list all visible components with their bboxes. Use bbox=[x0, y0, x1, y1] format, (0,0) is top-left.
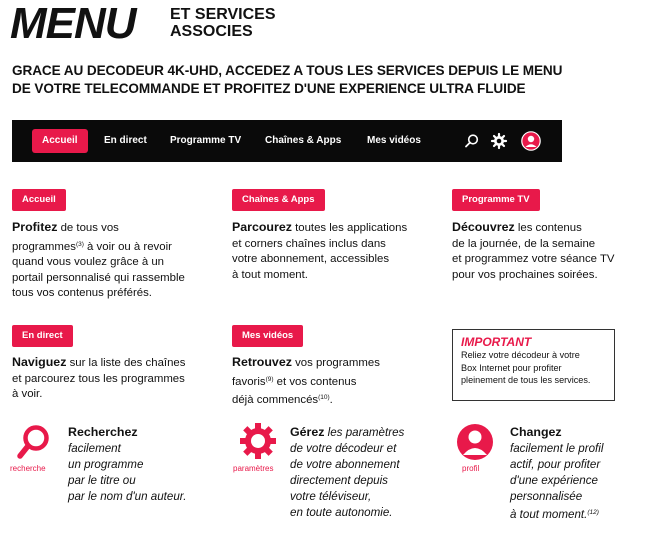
page-subtitle bbox=[170, 6, 276, 40]
chaines-text: votre abonnement, accessibles bbox=[232, 253, 390, 265]
accueil-text: à voir ou à revoir bbox=[83, 240, 172, 253]
direct-lead: Naviguez bbox=[12, 355, 67, 369]
chaines-text: à tout moment. bbox=[232, 268, 308, 281]
parametres-line: de votre décodeur et bbox=[290, 442, 397, 455]
accueil-text: de tous vos bbox=[57, 222, 119, 234]
chaines-lead: Parcourez bbox=[232, 220, 292, 234]
recherche-line: facilement bbox=[68, 442, 121, 455]
profil-line: facilement le profil bbox=[510, 442, 604, 455]
parametres-line: directement depuis bbox=[290, 474, 388, 487]
direct-text: et parcourez tous les programmes bbox=[12, 372, 185, 385]
footnote-ref: (9) bbox=[265, 375, 274, 383]
important-notice bbox=[452, 329, 615, 401]
page-title: MENU bbox=[10, 0, 136, 48]
programme-text: de la journée, de la semaine bbox=[452, 237, 596, 250]
programme-lead: Découvrez bbox=[452, 220, 515, 234]
recherche-line: par le titre ou bbox=[68, 474, 136, 487]
recherche-text bbox=[68, 424, 186, 505]
recherche-lead: Recherchez bbox=[68, 425, 138, 439]
parametres-line: de votre abonnement bbox=[290, 458, 400, 471]
profil-line: personnalisée bbox=[510, 490, 583, 503]
accueil-text: portail personnalisé qui rassemble bbox=[12, 271, 185, 284]
chaines-text: et corners chaînes inclus dans bbox=[232, 237, 386, 250]
profil-line: actif, pour profiter bbox=[510, 458, 601, 471]
recherche-line: un programme bbox=[68, 458, 144, 471]
footnote-ref: (12) bbox=[587, 509, 599, 516]
parametres-caption: paramètres bbox=[233, 464, 274, 473]
profil-line: à tout moment. bbox=[510, 508, 588, 521]
direct-description bbox=[12, 355, 185, 403]
parametres-line: les paramètres bbox=[324, 426, 405, 439]
profil-caption: profil bbox=[462, 464, 480, 473]
parametres-text bbox=[290, 424, 404, 521]
subtitle-line-1: ET SERVICES bbox=[170, 6, 276, 23]
chaines-description bbox=[232, 220, 407, 283]
videos-text: et vos contenus bbox=[273, 375, 357, 388]
recherche-line: par le nom d'un auteur. bbox=[68, 490, 187, 503]
videos-lead: Retrouvez bbox=[232, 355, 292, 369]
tab-programme-tv[interactable]: Programme TV bbox=[170, 135, 242, 146]
accueil-lead: Profitez bbox=[12, 220, 58, 234]
footnote-ref: (3) bbox=[75, 240, 84, 248]
tab-accueil[interactable]: Accueil bbox=[32, 129, 88, 153]
profil-text bbox=[510, 424, 603, 523]
footnote-ref: (10) bbox=[318, 394, 330, 401]
accueil-text: quand vous voulez grâce à un bbox=[12, 256, 164, 268]
tab-en-direct[interactable]: En direct bbox=[104, 135, 147, 146]
headline-line-1: GRACE AU DECODEUR 4K-UHD, ACCEDEZ A TOUS LES SERVICES DEPUIS LE MENU bbox=[12, 63, 563, 78]
videos-text: vos programmes bbox=[291, 357, 380, 369]
headline bbox=[12, 62, 642, 98]
label-accueil: Accueil bbox=[12, 189, 66, 211]
important-line: pleinement de tous les services. bbox=[461, 375, 591, 385]
parametres-line: en toute autonomie. bbox=[290, 506, 393, 519]
search-icon[interactable] bbox=[463, 132, 481, 150]
gear-icon bbox=[238, 420, 278, 462]
parametres-line: votre téléviseur, bbox=[290, 490, 372, 503]
label-en-direct: En direct bbox=[12, 325, 73, 347]
chaines-text: toutes les applications bbox=[291, 222, 408, 234]
important-title: IMPORTANT bbox=[461, 335, 532, 349]
profile-icon bbox=[455, 422, 495, 462]
recherche-caption: recherche bbox=[10, 464, 46, 473]
profil-line: d'une expérience bbox=[510, 474, 598, 487]
subtitle-line-2: ASSOCIES bbox=[170, 23, 253, 40]
direct-text: sur la liste des chaînes bbox=[66, 357, 186, 369]
important-line: Box Internet pour profiter bbox=[461, 362, 562, 373]
label-programme-tv: Programme TV bbox=[452, 189, 540, 211]
programme-text: pour vos prochaines soirées. bbox=[452, 268, 598, 281]
videos-text: favoris bbox=[232, 375, 266, 388]
headline-line-2: DE VOTRE TELECOMMANDE ET PROFITEZ D'UNE EXPERIENCE ULTRA FLUIDE bbox=[12, 81, 526, 96]
videos-description bbox=[232, 355, 380, 409]
label-chaines-apps: Chaînes & Apps bbox=[232, 189, 325, 211]
gear-icon[interactable] bbox=[490, 132, 508, 150]
programme-text: les contenus bbox=[514, 222, 582, 234]
tv-menu-navbar bbox=[12, 120, 562, 162]
accueil-description bbox=[12, 220, 185, 302]
accueil-text: tous vos contenus préférés. bbox=[12, 287, 152, 299]
profile-icon[interactable] bbox=[521, 131, 541, 151]
programme-text: et programmez votre séance TV bbox=[452, 253, 615, 265]
videos-text: . bbox=[329, 394, 333, 406]
important-line: Reliez votre décodeur à votre bbox=[461, 350, 580, 360]
profil-lead: Changez bbox=[510, 425, 562, 439]
important-text bbox=[461, 349, 606, 387]
tab-chaines-apps[interactable]: Chaînes & Apps bbox=[265, 135, 342, 146]
search-icon bbox=[15, 423, 53, 463]
parametres-lead: Gérez bbox=[290, 425, 325, 439]
accueil-text: programmes bbox=[12, 240, 76, 253]
direct-text: à voir. bbox=[12, 388, 43, 400]
tab-mes-videos[interactable]: Mes vidéos bbox=[367, 135, 421, 146]
videos-text: déjà commencés bbox=[232, 394, 319, 406]
programme-description bbox=[452, 220, 615, 283]
label-mes-videos: Mes vidéos bbox=[232, 325, 303, 347]
